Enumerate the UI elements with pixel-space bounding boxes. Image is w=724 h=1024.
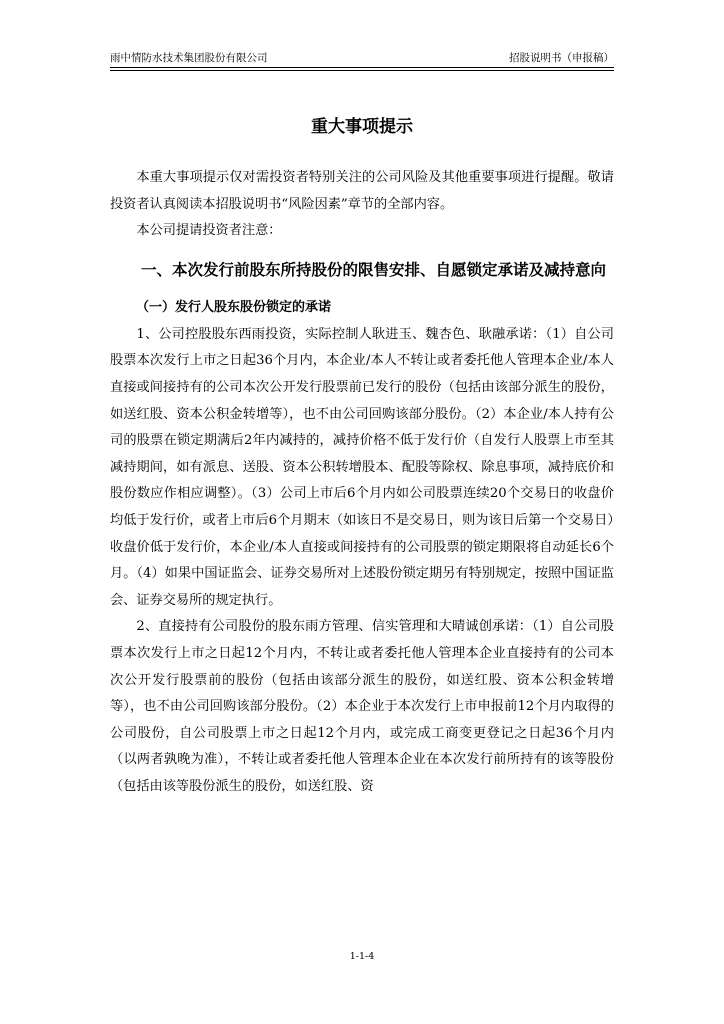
page-title: 重大事项提示 bbox=[311, 117, 413, 137]
page-header bbox=[110, 50, 614, 66]
intro-paragraph: 本重大事项提示仅对需投资者特别关注的公司风险及其他重要事项进行提醒。敬请投资者认真阅读本招股说明书“风险因素”章节的全部内容。 bbox=[110, 170, 614, 212]
header-rule-thick bbox=[110, 67, 614, 68]
header-document-type: 招股说明书（申报稿） bbox=[509, 52, 614, 64]
header-rule-thin bbox=[110, 70, 614, 71]
notice-paragraph: 本公司提请投资者注意： bbox=[136, 223, 282, 239]
commitment-paragraph-1: 1、公司控股股东西雨投资，实际控制人耿进玉、魏杏色、耿融承诺：（1）自公司股票本次发行上市之日起36个月内，本企业/本人不转让或者委托他人管理本企业/本人直接或间接持有的公司本次公开发行股票前已发行的股份（包括由该部分派生的股份，如送红股、资本公积金转增等），也不由公司回购该部分股份。（2）本企业/本人持有公司的股票在锁定期满后2年内减持的，减持价格不低于发行价（自发行人股票上市至其减持期间，如有派息、送股、资本公积转增股本、配股等除权、除息事项，减持底价和股份数应作相应调整）。（3）公司上市后6个月内如公司股票连续20个交易日的收盘价均低于发行价，或者上市后6个月期末（如该日不是交易日，则为该日后第一个交易日）收盘价低于发行价，本企业/本人直接或间接持有的公司股票的锁定期限将自动延长6个月。（4）如果中国证监会、证券交易所对上述股份锁定期另有特别规定，按照中国证监会、证券交易所的规定执行。 bbox=[110, 326, 614, 608]
subsection-heading: （一）发行人股东股份锁定的承诺 bbox=[136, 299, 332, 315]
commitment-paragraph-2: 2、直接持有公司股份的股东雨方管理、信实管理和大晴诚创承诺：（1）自公司股票本次发行上市之日起12个月内，不转让或者委托他人管理本企业直接持有的公司本次公开发行股票前的股份（包括由该部分派生的股份，如送红股、资本公积金转增等），也不由公司回购该部分股份。（2）本企业于本次发行上市申报前12个月内取得的公司股份，自公司股票上市之日起12个月内，或完成工商变更登记之日起36个月内（以两者孰晚为准），不转让或者委托他人管理本企业在本次发行前所持有的该等股份（包括由该等股份派生的股份，如送红股、资 bbox=[110, 619, 614, 794]
document-body bbox=[110, 165, 614, 800]
page-number: 1-1-4 bbox=[349, 951, 375, 962]
header-company-name: 雨中情防水技术集团股份有限公司 bbox=[110, 52, 268, 64]
section-heading: 一、本次发行前股东所持股份的限售安排、自愿锁定承诺及减持意向 bbox=[141, 260, 607, 279]
